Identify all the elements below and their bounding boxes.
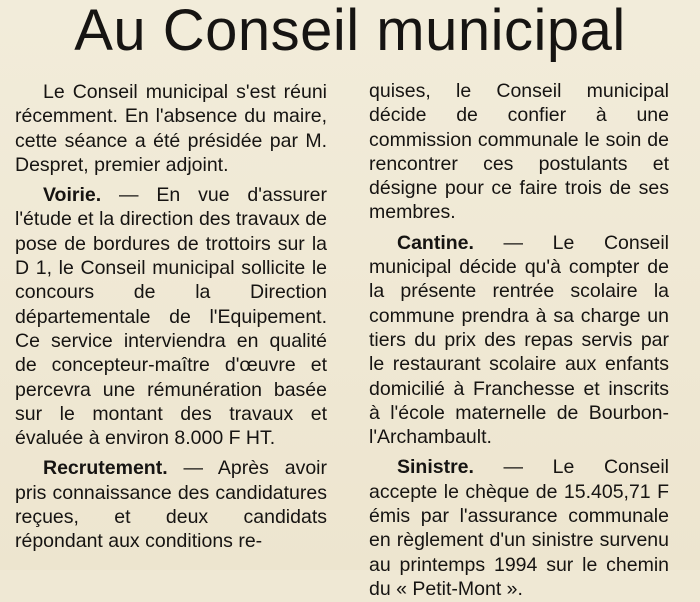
sinistre-heading: Sinistre. <box>397 456 474 479</box>
intro-paragraph: Le Conseil municipal s'est réuni récemment. En l'absence du maire, cette séance a été présidée par M. Despret, premier adjoint. <box>15 81 327 176</box>
sinistre-paragraph <box>369 455 669 601</box>
voirie-heading: Voirie. <box>43 184 102 207</box>
cantine-text: — Le Conseil municipal décide qu'à compter de la présente rentrée scolaire la commune prendra à sa charge un tiers du prix des repas servis par le restaurant scolaire aux enfants domicilié à Franchesse et inscrits à l'école maternelle de Bourbon-l'Archambault. <box>369 231 669 449</box>
cantine-paragraph <box>369 231 669 450</box>
article-title: Au Conseil municipal <box>74 0 626 63</box>
cantine-heading: Cantine. <box>397 231 474 254</box>
recrutement-text: — Après avoir pris connaissance des candidatures reçues, et deux candidats répondant aux conditions re- <box>15 457 327 553</box>
right-column <box>369 79 669 602</box>
recrutement-continued: quises, le Conseil municipal décide de confier à une commission communale le soin de rencontrer ces postulants et désigne pour ce faire trois de ses membres. <box>369 80 669 224</box>
sinistre-text: — Le Conseil accepte le chèque de 15.405,71 F émis par l'assurance communale en règlement d'un sinistre survenu au printemps 1994 sur le chemin du « Petit-Mont ». <box>369 456 669 600</box>
voirie-text: — En vue d'assurer l'étude et la direction des travaux de pose de bordures de trottoirs sur la D 1, le Conseil municipal sollicite le concours de la Direction départementale de l'Equipement. Ce service interviendra en qualité de concepteur-maître d'œuvre et percevra une rémunération basée sur le montant des travaux et évaluée à environ 8.000 F HT. <box>15 184 327 450</box>
recrutement-paragraph <box>15 456 327 553</box>
left-column <box>15 80 327 555</box>
voirie-paragraph <box>15 183 327 450</box>
recrutement-heading: Recrutement. <box>43 457 168 480</box>
